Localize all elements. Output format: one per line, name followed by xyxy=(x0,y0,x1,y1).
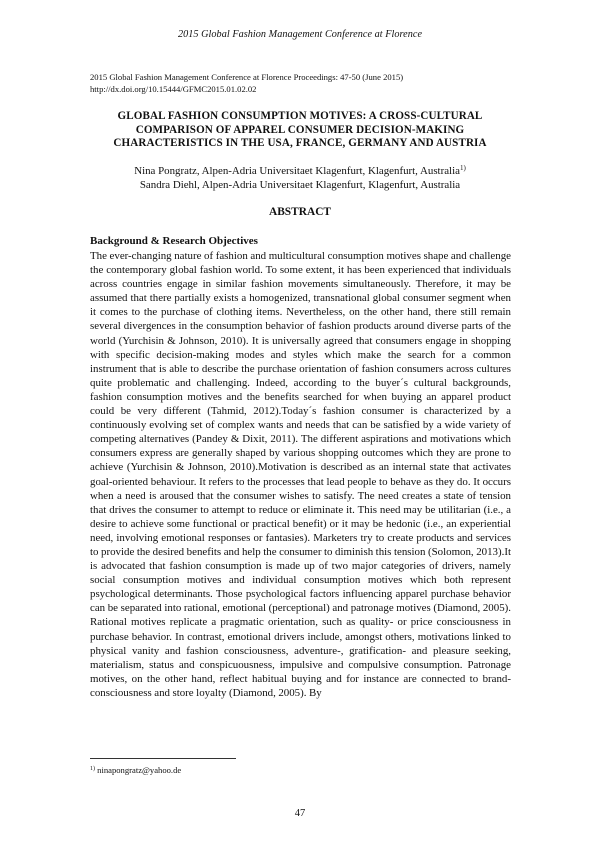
running-header: 2015 Global Fashion Management Conference at Florence xyxy=(177,29,423,40)
footnote xyxy=(90,765,181,775)
footnote-marker: 1) xyxy=(459,164,466,172)
author-2: Sandra Diehl, Alpen-Adria Universitaet Klagenfurt, Klagenfurt, Australia xyxy=(139,178,461,191)
proceedings-info xyxy=(90,72,510,95)
author-list xyxy=(60,165,540,192)
footnote-divider xyxy=(90,758,236,759)
paper-title-line: GLOBAL FASHION CONSUMPTION MOTIVES: A CROSS-CULTURAL xyxy=(117,110,483,122)
footnote-marker: 1) xyxy=(90,766,95,772)
abstract-heading: ABSTRACT xyxy=(268,206,332,218)
paper-title-line: COMPARISON OF APPAREL CONSUMER DECISION-MAKING xyxy=(135,123,465,136)
section-heading: Background & Research Objectives xyxy=(90,235,258,247)
author-1 xyxy=(60,165,540,179)
paper-title xyxy=(88,110,512,151)
page-number: 47 xyxy=(294,808,306,819)
footnote-email[interactable]: ninapongratz@yahoo.de xyxy=(97,765,182,775)
paper-title-line: CHARACTERISTICS IN THE USA, FRANCE, GERMANY AND AUSTRIA xyxy=(113,137,487,149)
author-1-affiliation: Nina Pongratz, Alpen-Adria Universitaet Klagenfurt, Klagenfurt, Australia xyxy=(134,165,460,177)
proceedings-citation: 2015 Global Fashion Management Conference at Florence Proceedings: 47-50 (June 2015) xyxy=(90,72,404,82)
doi-link[interactable]: http://dx.doi.org/10.15444/GFMC2015.01.02.02 xyxy=(90,83,257,94)
abstract-body: The ever-changing nature of fashion and multicultural consumption motives shape and challenge the contemporary global fashion world. To some extent, it has been experienced that individuals across countries engage in similar fashion movements simultaneously. Therefore, it may be assumed that there partially exists a homogenized, transnational global consumer segment when it comes to the purchase of clothing items. Nevertheless, on the other hand, there still remain several divergences in the consumption behavior of fashion products around diverse parts of the world (Yurchisin & Johnson, 2010). It is universally agreed that consumers engage in shopping with specific decision-making modes and styles which make the search for a common instrument that is able to describe the purchase orientation of fashion consumers across cultures quite problematic and challenging. Indeed, according to the buyer´s cultural backgrounds, fashion consumption motives and the benefits searched for when buying an apparel product could be very different (Tahmid, 2012).Today´s fashion consumer is characterized by a continuously evolving set of complex wants and needs that can be satisfied by a wide variety of competing alternatives (Pandey & Dixit, 2011). The different aspirations and motivations which consumers express are generally shaped by various shopping outcomes which they are prone to achieve (Yurchisin & Johnson, 2010).Motivation is described as an internal state that activates goal-oriented behaviour. It refers to the processes that lead people to behave as they do. It occurs when a need is aroused that the consumer wishes to satisfy. The need creates a state of tension that drives the consumer to attempt to reduce or eliminate it. This need may be utilitarian (i.e., a desire to achieve some functional or practical benefit) or it may be hedonic (i.e., an experiential need, involving emotional responses or fantasies). Marketers try to create products and services to provide the desired benefits and help the consumer to diminish this tension (Solomon, 2013).It is advocated that fashion consumption is made up of two major categories of drivers, namely social consumption motives and individual consumption motives which both represent psychological determinants. Those psychological factors influencing apparel purchase behavior can be separated into rational, emotional (perceptional) and patronage motives (Diamond, 2005). Rational motives replicate a pragmatic orientation, such as quality- or price consciousness in purchase behavior. In contrast, emotional drivers include, amongst others, motivations linked to physical vanity and fashion consciousness, adventure-, gratification- and pleasure seeking, materialism, status and conspicuousness, impulsive and compulsive consumption. Patronage motives, on the other hand, reflect habitual buying and for instance are connected to brand-consciousness and store loyalty (Diamond, 2005). By xyxy=(90,250,511,699)
